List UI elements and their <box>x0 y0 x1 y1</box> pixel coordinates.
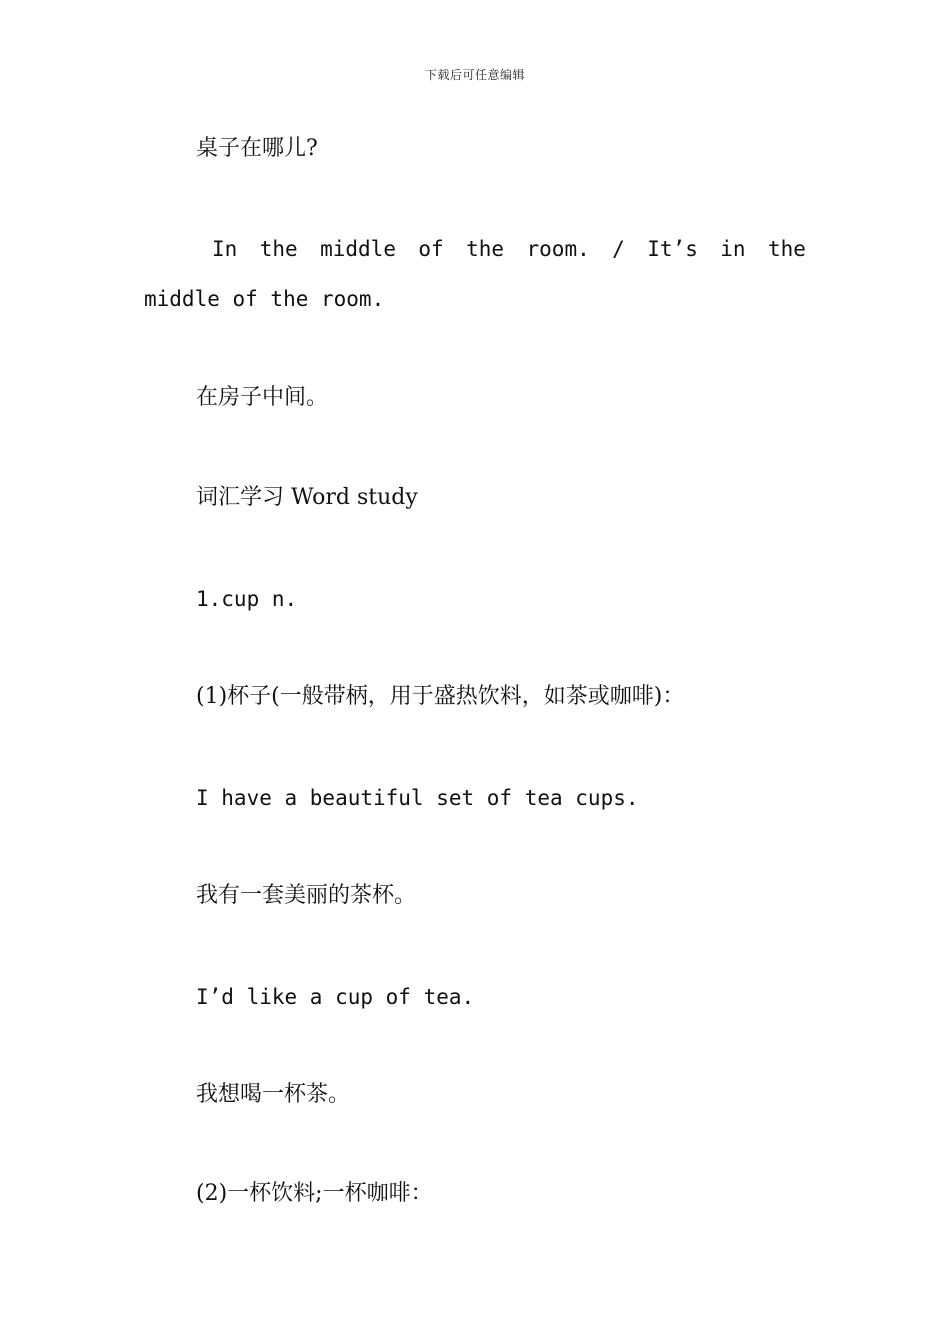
line-center-room: 在房子中间。 <box>196 385 329 410</box>
example-2-en: I’d like a cup of tea. <box>196 985 475 1009</box>
answer-word: In <box>212 237 238 261</box>
example-1-zh: 我有一套美丽的茶杯。 <box>196 883 417 908</box>
answer-word: middle <box>320 237 396 261</box>
answer-line-2: middle of the room. <box>144 287 385 311</box>
word-study-title: 词汇学习 Word study <box>196 485 418 510</box>
answer-word: of <box>418 237 444 261</box>
example-2-zh: 我想喝一杯茶。 <box>196 1082 351 1107</box>
sense-1: (1)杯子(一般带柄，用于盛热饮料，如茶或咖啡)： <box>196 684 685 709</box>
header-note: 下载后可任意编辑 <box>424 68 525 82</box>
answer-line-1 <box>212 234 806 264</box>
answer-word: the <box>466 237 505 261</box>
answer-word: room. <box>526 237 590 261</box>
entry-1: 1.cup n. <box>196 587 298 611</box>
answer-word: the <box>259 237 298 261</box>
line-where-table: 桌子在哪儿? <box>196 136 318 161</box>
answer-word: It’s <box>647 237 698 261</box>
answer-word: / <box>612 237 625 261</box>
answer-word: the <box>768 237 806 261</box>
sense-2: (2)一杯饮料;一杯咖啡： <box>196 1181 433 1206</box>
example-1-en: I have a beautiful set of tea cups. <box>196 786 639 810</box>
answer-word: in <box>720 237 746 261</box>
